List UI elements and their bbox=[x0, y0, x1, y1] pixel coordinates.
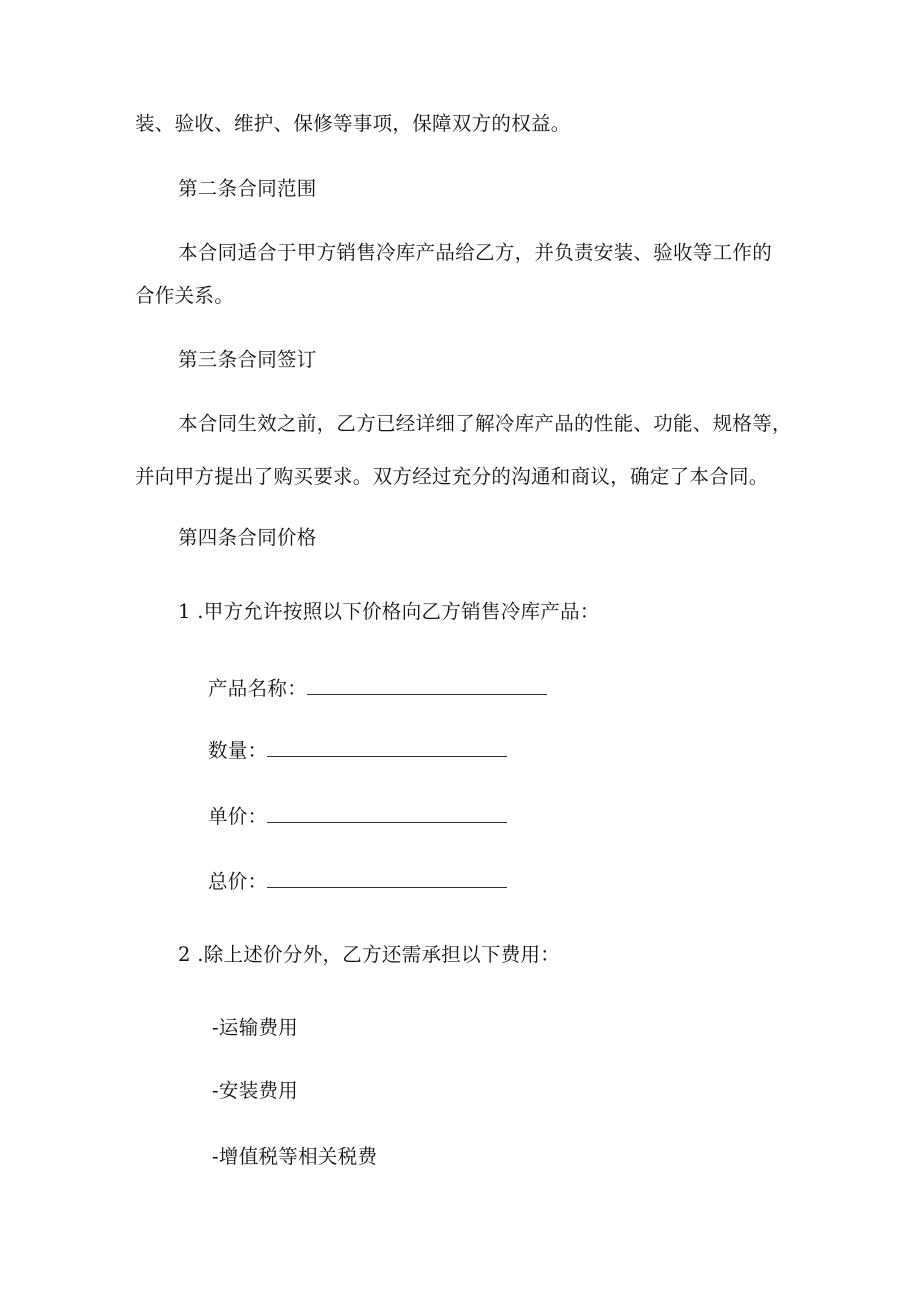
article-2-text-line2: 合作关系。 bbox=[135, 284, 235, 307]
product-name-label: 产品名称： bbox=[208, 677, 308, 700]
quantity-field bbox=[208, 737, 507, 765]
product-name-blank-line bbox=[307, 676, 547, 695]
article-3-heading: 第三条合同签订 bbox=[178, 348, 317, 371]
quantity-label: 数量： bbox=[208, 739, 268, 762]
article-3-text-line1: 本合同生效之前，乙方已经详细了解冷库产品的性能、功能、规格等， bbox=[178, 412, 792, 435]
total-price-blank-line bbox=[267, 869, 507, 888]
total-price-label: 总价： bbox=[208, 870, 268, 893]
fee-list-item: -安装费用 bbox=[212, 1079, 299, 1102]
fee-list-item: -增值税等相关税费 bbox=[212, 1145, 378, 1168]
fee-list-item: -运输费用 bbox=[212, 1016, 299, 1039]
unit-price-field bbox=[208, 803, 507, 831]
unit-price-label: 单价： bbox=[208, 805, 268, 828]
article-4-heading: 第四条合同价格 bbox=[178, 526, 317, 549]
paragraph-continuation: 装、验收、维护、保修等事项，保障双方的权益。 bbox=[135, 112, 571, 135]
article-3-text-line2: 并向甲方提出了购买要求。双方经过充分的沟通和商议，确定了本合同。 bbox=[135, 465, 769, 488]
article-2-text-line1: 本合同适合于甲方销售冷库产品给乙方，并负责安装、验收等工作的 bbox=[178, 241, 773, 264]
quantity-blank-line bbox=[267, 738, 507, 757]
total-price-field bbox=[208, 868, 507, 896]
unit-price-blank-line bbox=[267, 804, 507, 823]
price-clause-item-1: 1 .甲方允许按照以下价格向乙方销售冷库产品： bbox=[178, 600, 600, 623]
article-2-heading: 第二条合同范围 bbox=[178, 177, 317, 200]
product-name-field bbox=[208, 675, 547, 703]
price-clause-item-2: 2 .除上述价分外，乙方还需承担以下费用： bbox=[178, 943, 561, 966]
